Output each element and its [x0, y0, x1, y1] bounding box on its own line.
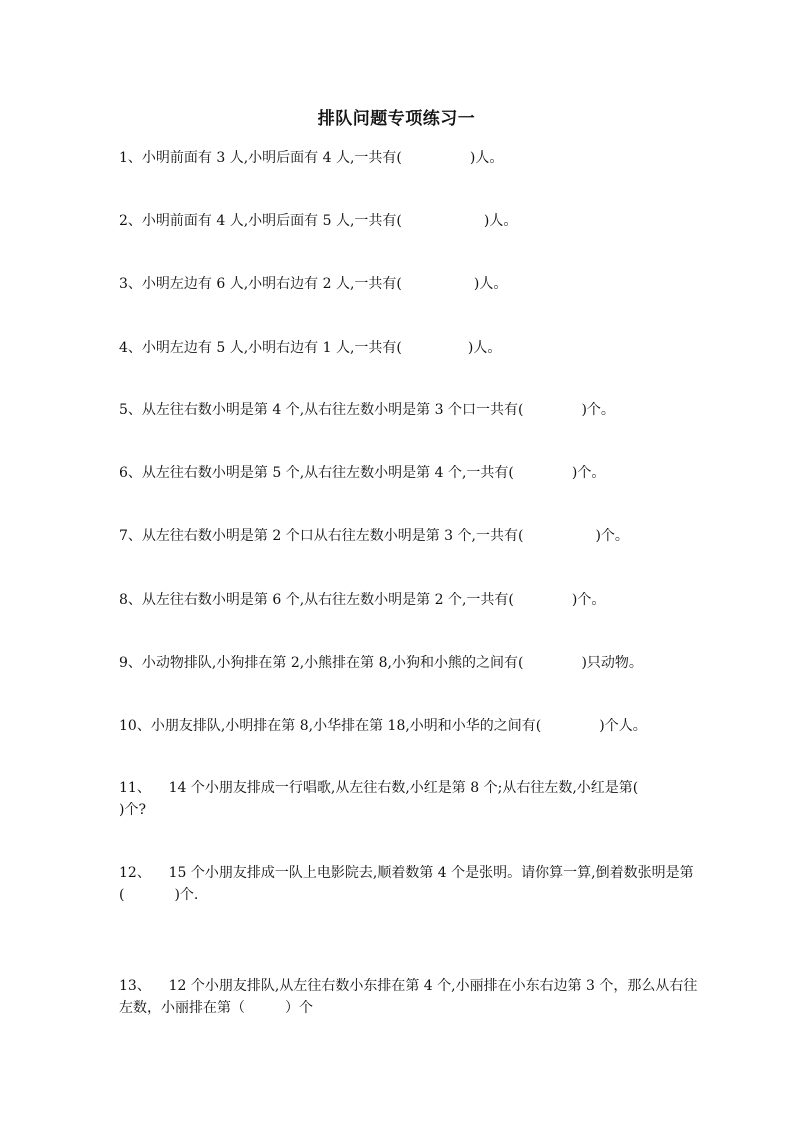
question-text: 小明前面有 3 人,小明后面有 4 人,一共有(	[141, 150, 402, 166]
question-5	[119, 399, 699, 421]
question-number: 1、	[119, 150, 142, 166]
question-tail: )个。	[571, 465, 606, 481]
question-number: 10、	[119, 718, 151, 734]
question-4	[119, 337, 699, 359]
question-number: 12、	[119, 865, 151, 881]
question-6	[119, 462, 699, 484]
question-number: 2、	[119, 213, 142, 229]
question-text: 小明左边有 5 人,小明右边有 1 人,一共有(	[141, 340, 402, 356]
question-tail: )人。	[473, 276, 508, 292]
question-number: 3、	[119, 276, 142, 292]
question-8	[119, 589, 699, 611]
question-text: 从左往右数小明是第 4 个,从右往左数小明是第 3 个口一共有(	[141, 402, 524, 418]
question-number: 13、	[119, 978, 151, 994]
question-text: 15 个小朋友排成一队上电影院去,顺着数第 4 个是张明。请你算一算,倒着数张明是第(	[119, 865, 694, 903]
question-text: 从左往右数小明是第 5 个,从右往左数小明是第 4 个,一共有(	[141, 465, 514, 481]
question-number: 4、	[119, 340, 142, 356]
question-number: 8、	[119, 592, 142, 608]
question-3	[119, 273, 699, 295]
question-tail: )只动物。	[581, 655, 643, 671]
question-text: 小明左边有 6 人,小明右边有 2 人,一共有(	[141, 276, 402, 292]
question-text: 小动物排队,小狗排在第 2,小熊排在第 8,小狗和小熊的之间有(	[141, 655, 524, 671]
question-1	[119, 147, 699, 169]
question-11	[119, 777, 699, 821]
question-tail: )个?	[119, 802, 146, 818]
question-tail: )个人。	[599, 718, 647, 734]
page-title: 排队问题专项练习一	[317, 109, 476, 129]
question-13	[119, 975, 699, 1019]
question-text: 小明前面有 4 人,小明后面有 5 人,一共有(	[141, 213, 402, 229]
question-text: 从左往右数小明是第 6 个,从右往左数小明是第 2 个,一共有(	[141, 592, 514, 608]
question-7	[119, 525, 699, 547]
question-number: 5、	[119, 402, 142, 418]
question-text: 14 个小朋友排成一行唱歌,从左往右数,小红是第 8 个;从右往左数,小红是第(	[168, 780, 639, 796]
question-tail: )个.	[174, 887, 199, 903]
question-9	[119, 652, 699, 674]
question-tail: )人。	[469, 150, 504, 166]
question-number: 6、	[119, 465, 142, 481]
question-2	[119, 210, 699, 232]
question-text: 小朋友排队,小明排在第 8,小华排在第 18,小明和小华的之间有(	[150, 718, 542, 734]
question-tail: )个。	[571, 592, 606, 608]
question-text: 12 个小朋友排队,从左往右数小东排在第 4 个,小丽排在小东右边第 3 个，那么从右往左数，小丽排在第（	[119, 978, 698, 1016]
question-text: 从左往右数小明是第 2 个口从右往左数小明是第 3 个,一共有(	[141, 528, 524, 544]
question-number: 11、	[119, 780, 151, 796]
question-number: 9、	[119, 655, 142, 671]
question-number: 7、	[119, 528, 142, 544]
question-tail: )人。	[483, 213, 518, 229]
question-12	[119, 862, 699, 906]
question-tail: )个。	[595, 528, 629, 544]
question-10	[119, 715, 699, 737]
question-tail: ）个	[285, 1000, 313, 1016]
question-tail: )个。	[581, 402, 615, 418]
question-tail: )人。	[467, 340, 502, 356]
